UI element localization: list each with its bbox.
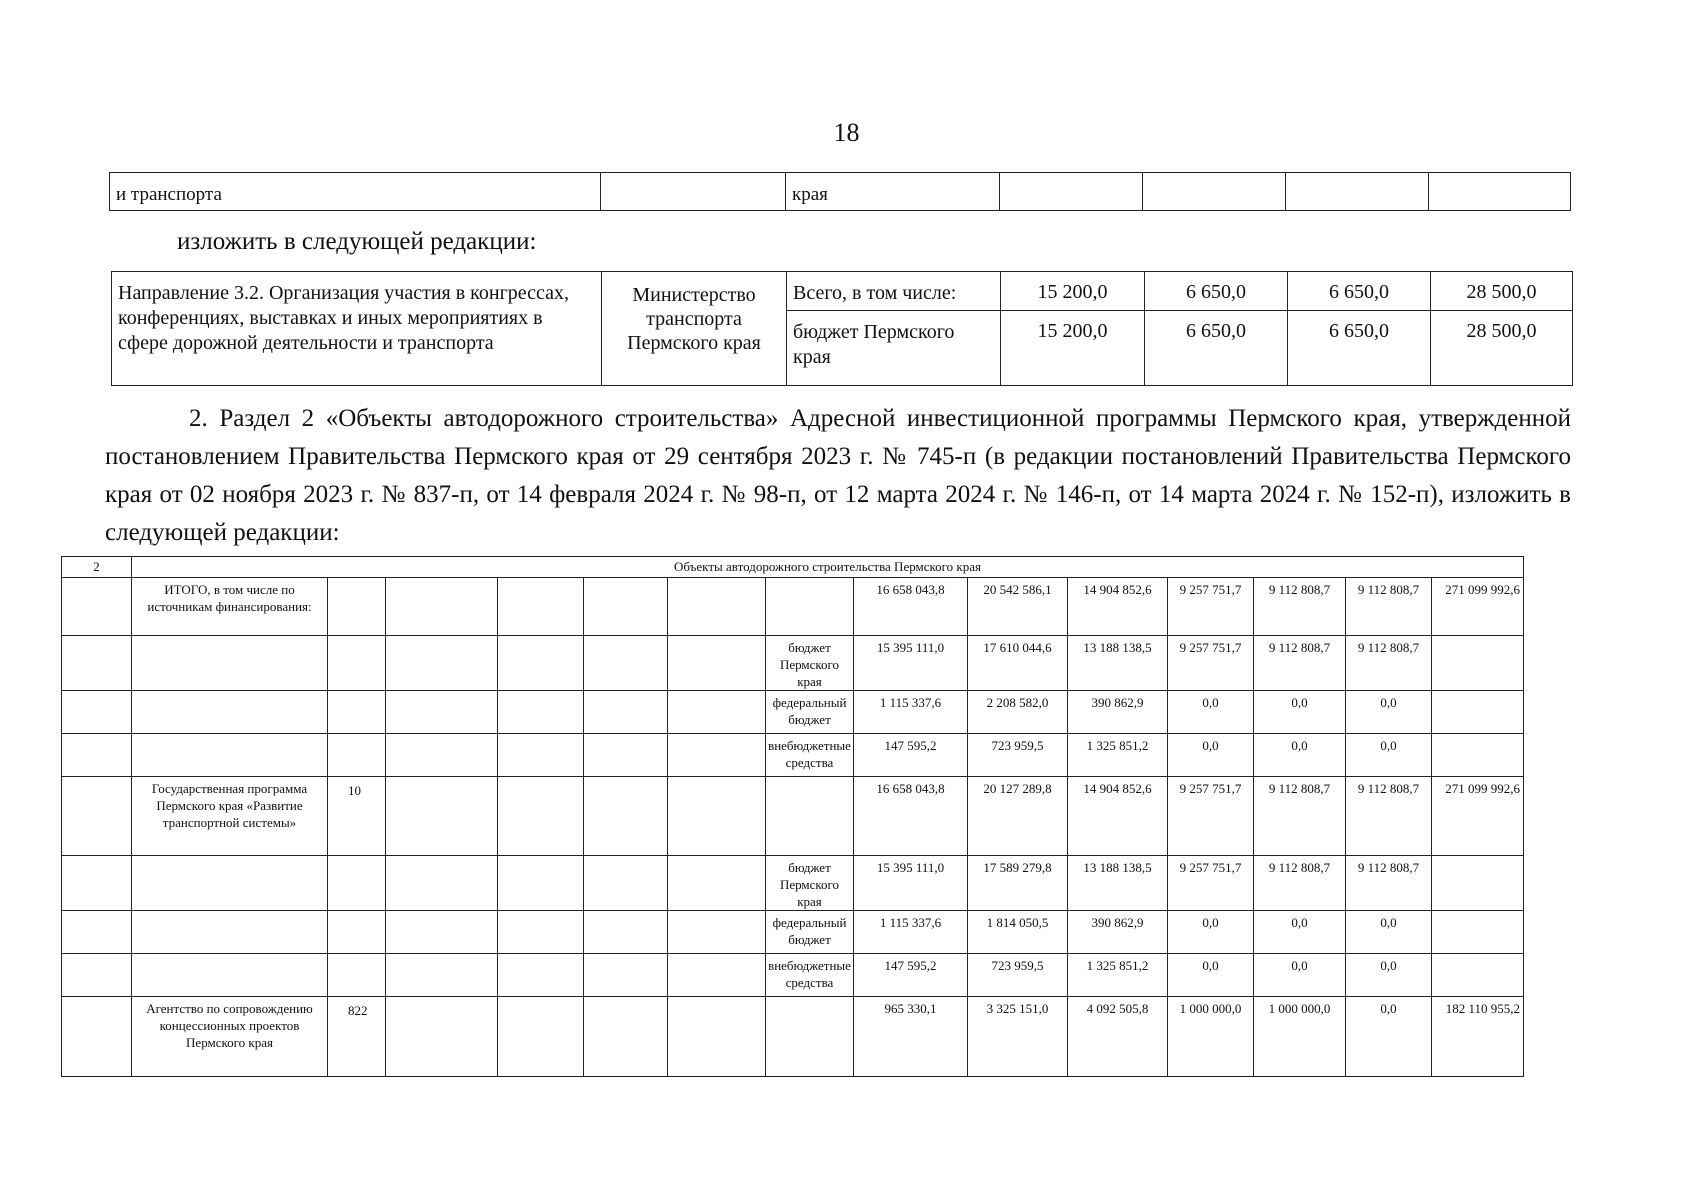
funding-source: федеральный бюджет bbox=[766, 911, 854, 954]
replace-label: изложить в следующей редакции: bbox=[177, 228, 537, 255]
value-cell: 0,0 bbox=[1346, 954, 1432, 997]
value-cell: 3 325 151,0 bbox=[968, 997, 1068, 1077]
table-cell bbox=[328, 734, 386, 777]
value-cell: 0,0 bbox=[1168, 691, 1254, 734]
funding-source: бюджет Пермского края bbox=[787, 311, 1001, 386]
table-cell bbox=[584, 578, 668, 636]
row-code: 822 bbox=[328, 997, 386, 1077]
table-cell bbox=[62, 636, 132, 691]
funding-source bbox=[766, 578, 854, 636]
table-cell bbox=[498, 691, 584, 734]
table-cell bbox=[668, 578, 766, 636]
table-cell bbox=[584, 954, 668, 997]
table-cell bbox=[62, 856, 132, 911]
direction-table bbox=[111, 271, 1573, 386]
table-cell bbox=[584, 856, 668, 911]
value-cell: 9 257 751,7 bbox=[1168, 777, 1254, 856]
funding-source bbox=[766, 777, 854, 856]
value-cell: 14 904 852,6 bbox=[1068, 578, 1168, 636]
table-cell bbox=[498, 636, 584, 691]
table-row bbox=[62, 734, 1524, 777]
row-name: Агентство по сопровождению концессионных проектов Пермского края bbox=[132, 997, 328, 1077]
table-row bbox=[62, 911, 1524, 954]
value-cell: 723 959,5 bbox=[968, 734, 1068, 777]
value-cell: 965 330,1 bbox=[854, 997, 968, 1077]
value-cell: 4 092 505,8 bbox=[1068, 997, 1168, 1077]
value-cell: 13 188 138,5 bbox=[1068, 856, 1168, 911]
table-cell bbox=[601, 173, 786, 211]
table-cell bbox=[386, 636, 498, 691]
table-cell bbox=[668, 856, 766, 911]
funding-source: Всего, в том числе: bbox=[787, 272, 1001, 311]
total-cell bbox=[1432, 911, 1524, 954]
row-name: ИТОГО, в том числе по источникам финансирования: bbox=[132, 578, 328, 636]
table-cell bbox=[386, 856, 498, 911]
total-cell bbox=[1432, 954, 1524, 997]
value-cell: 28 500,0 bbox=[1431, 272, 1573, 311]
table-cell bbox=[498, 997, 584, 1077]
table-row bbox=[110, 173, 1571, 211]
value-cell: 0,0 bbox=[1254, 954, 1346, 997]
table-cell bbox=[328, 856, 386, 911]
table-cell bbox=[498, 578, 584, 636]
value-cell: 0,0 bbox=[1254, 734, 1346, 777]
table-cell bbox=[1429, 173, 1571, 211]
funding-source: бюджет Пермского края bbox=[766, 856, 854, 911]
total-cell bbox=[1432, 636, 1524, 691]
value-cell: 9 112 808,7 bbox=[1254, 856, 1346, 911]
section-number: 2 bbox=[62, 557, 132, 578]
value-cell: 6 650,0 bbox=[1145, 311, 1288, 386]
table-cell bbox=[668, 734, 766, 777]
funding-source: федеральный бюджет bbox=[766, 691, 854, 734]
value-cell: 0,0 bbox=[1168, 954, 1254, 997]
table-cell bbox=[584, 997, 668, 1077]
value-cell: 2 208 582,0 bbox=[968, 691, 1068, 734]
value-cell: 1 115 337,6 bbox=[854, 691, 968, 734]
continuation-table bbox=[109, 172, 1571, 211]
value-cell: 9 112 808,7 bbox=[1346, 777, 1432, 856]
value-cell: 9 257 751,7 bbox=[1168, 856, 1254, 911]
value-cell: 13 188 138,5 bbox=[1068, 636, 1168, 691]
table-cell bbox=[1000, 173, 1143, 211]
table-cell bbox=[498, 777, 584, 856]
value-cell: 1 325 851,2 bbox=[1068, 734, 1168, 777]
total-cell: 271 099 992,6 bbox=[1432, 777, 1524, 856]
value-cell: 9 112 808,7 bbox=[1254, 578, 1346, 636]
table-cell bbox=[386, 691, 498, 734]
table-cell bbox=[1286, 173, 1429, 211]
table-cell bbox=[498, 734, 584, 777]
paragraph-2: 2. Раздел 2 «Объекты автодорожного строительства» Адресной инвестиционной программы Пермского края, утвержденной постановлением Правительства Пермского края от 29 сентября 2023 г. № 745-п (в редакции постановлений Правительства Пермского края от 02 ноября 2023 г. № 837-п, от 14 февраля 2024 г. № 98-п, от 12 марта 2024 г. № 146-п, от 14 марта 2024 г. № 152-п), изложить в следующей редакции: bbox=[105, 405, 1571, 546]
table-cell bbox=[584, 777, 668, 856]
table-cell bbox=[62, 777, 132, 856]
value-cell: 15 200,0 bbox=[1001, 272, 1145, 311]
table-cell bbox=[62, 911, 132, 954]
table-row bbox=[112, 272, 1573, 311]
table-row bbox=[62, 856, 1524, 911]
row-name bbox=[132, 734, 328, 777]
table-cell bbox=[386, 954, 498, 997]
table-row bbox=[62, 691, 1524, 734]
value-cell: 9 112 808,7 bbox=[1346, 578, 1432, 636]
table-row bbox=[62, 636, 1524, 691]
table-cell bbox=[328, 911, 386, 954]
table-cell bbox=[584, 734, 668, 777]
table-cell bbox=[328, 578, 386, 636]
table-cell bbox=[62, 997, 132, 1077]
value-cell: 9 112 808,7 bbox=[1254, 777, 1346, 856]
value-cell: 9 112 808,7 bbox=[1346, 856, 1432, 911]
table-cell bbox=[498, 856, 584, 911]
table-cell bbox=[584, 911, 668, 954]
value-cell: 15 200,0 bbox=[1001, 311, 1145, 386]
table-row bbox=[62, 578, 1524, 636]
table-cell bbox=[62, 734, 132, 777]
row-name bbox=[132, 954, 328, 997]
value-cell: 28 500,0 bbox=[1431, 311, 1573, 386]
value-cell: 1 325 851,2 bbox=[1068, 954, 1168, 997]
row-name bbox=[132, 856, 328, 911]
value-cell: 0,0 bbox=[1168, 734, 1254, 777]
funding-source bbox=[766, 997, 854, 1077]
table-row bbox=[62, 954, 1524, 997]
value-cell: 390 862,9 bbox=[1068, 691, 1168, 734]
total-cell bbox=[1432, 734, 1524, 777]
page-number: 18 bbox=[833, 118, 860, 147]
table-cell bbox=[328, 636, 386, 691]
table-cell bbox=[498, 911, 584, 954]
value-cell: 0,0 bbox=[1346, 691, 1432, 734]
table-cell bbox=[668, 911, 766, 954]
value-cell: 9 112 808,7 bbox=[1346, 636, 1432, 691]
funding-source: внебюджетные средства bbox=[766, 734, 854, 777]
row-name: Государственная программа Пермского края «Развитие транспортной системы» bbox=[132, 777, 328, 856]
value-cell: 0,0 bbox=[1168, 911, 1254, 954]
table-cell: края bbox=[786, 173, 1000, 211]
table-cell bbox=[668, 636, 766, 691]
value-cell: 723 959,5 bbox=[968, 954, 1068, 997]
row-name bbox=[132, 636, 328, 691]
total-cell: 182 110 955,2 bbox=[1432, 997, 1524, 1077]
organization-name: Министерство транспорта Пермского края bbox=[602, 272, 787, 386]
value-cell: 390 862,9 bbox=[1068, 911, 1168, 954]
table-cell bbox=[62, 578, 132, 636]
table-cell bbox=[386, 997, 498, 1077]
value-cell: 15 395 111,0 bbox=[854, 856, 968, 911]
value-cell: 16 658 043,8 bbox=[854, 777, 968, 856]
value-cell: 15 395 111,0 bbox=[854, 636, 968, 691]
value-cell: 0,0 bbox=[1254, 911, 1346, 954]
total-cell bbox=[1432, 691, 1524, 734]
value-cell: 17 589 279,8 bbox=[968, 856, 1068, 911]
value-cell: 0,0 bbox=[1346, 911, 1432, 954]
funding-source: бюджет Пермского края bbox=[766, 636, 854, 691]
row-name bbox=[132, 911, 328, 954]
table-cell: и транспорта bbox=[110, 173, 601, 211]
value-cell: 0,0 bbox=[1346, 997, 1432, 1077]
value-cell: 0,0 bbox=[1254, 691, 1346, 734]
value-cell: 6 650,0 bbox=[1145, 272, 1288, 311]
table-cell bbox=[386, 578, 498, 636]
value-cell: 20 542 586,1 bbox=[968, 578, 1068, 636]
objects-table bbox=[61, 556, 1524, 1077]
row-code: 10 bbox=[328, 777, 386, 856]
funding-source: внебюджетные средства bbox=[766, 954, 854, 997]
total-cell bbox=[1432, 856, 1524, 911]
table-cell bbox=[668, 691, 766, 734]
table-cell bbox=[328, 691, 386, 734]
value-cell: 9 112 808,7 bbox=[1254, 636, 1346, 691]
value-cell: 1 814 050,5 bbox=[968, 911, 1068, 954]
table-cell bbox=[498, 954, 584, 997]
value-cell: 6 650,0 bbox=[1288, 311, 1431, 386]
value-cell: 0,0 bbox=[1346, 734, 1432, 777]
table-cell bbox=[386, 911, 498, 954]
value-cell: 17 610 044,6 bbox=[968, 636, 1068, 691]
value-cell: 14 904 852,6 bbox=[1068, 777, 1168, 856]
value-cell: 9 257 751,7 bbox=[1168, 578, 1254, 636]
value-cell: 1 000 000,0 bbox=[1254, 997, 1346, 1077]
table-cell bbox=[668, 997, 766, 1077]
table-cell bbox=[62, 954, 132, 997]
value-cell: 6 650,0 bbox=[1288, 272, 1431, 311]
table-cell bbox=[386, 734, 498, 777]
value-cell: 147 595,2 bbox=[854, 954, 968, 997]
table-cell bbox=[668, 777, 766, 856]
value-cell: 9 257 751,7 bbox=[1168, 636, 1254, 691]
table-cell bbox=[584, 691, 668, 734]
table-row bbox=[62, 997, 1524, 1077]
table-cell bbox=[62, 691, 132, 734]
value-cell: 16 658 043,8 bbox=[854, 578, 968, 636]
section-title: Объекты автодорожного строительства Пермского края bbox=[132, 557, 1524, 578]
value-cell: 1 115 337,6 bbox=[854, 911, 968, 954]
table-row bbox=[62, 777, 1524, 856]
value-cell: 1 000 000,0 bbox=[1168, 997, 1254, 1077]
value-cell: 20 127 289,8 bbox=[968, 777, 1068, 856]
row-name bbox=[132, 691, 328, 734]
table-cell bbox=[328, 954, 386, 997]
section-header-row bbox=[62, 557, 1524, 578]
table-cell bbox=[386, 777, 498, 856]
total-cell: 271 099 992,6 bbox=[1432, 578, 1524, 636]
table-cell bbox=[1143, 173, 1286, 211]
direction-name: Направление 3.2. Организация участия в конгрессах, конференциях, выставках и иных мероприятиях в сфере дорожной деятельности и транспорта bbox=[112, 272, 602, 386]
table-cell bbox=[584, 636, 668, 691]
value-cell: 147 595,2 bbox=[854, 734, 968, 777]
table-cell bbox=[668, 954, 766, 997]
